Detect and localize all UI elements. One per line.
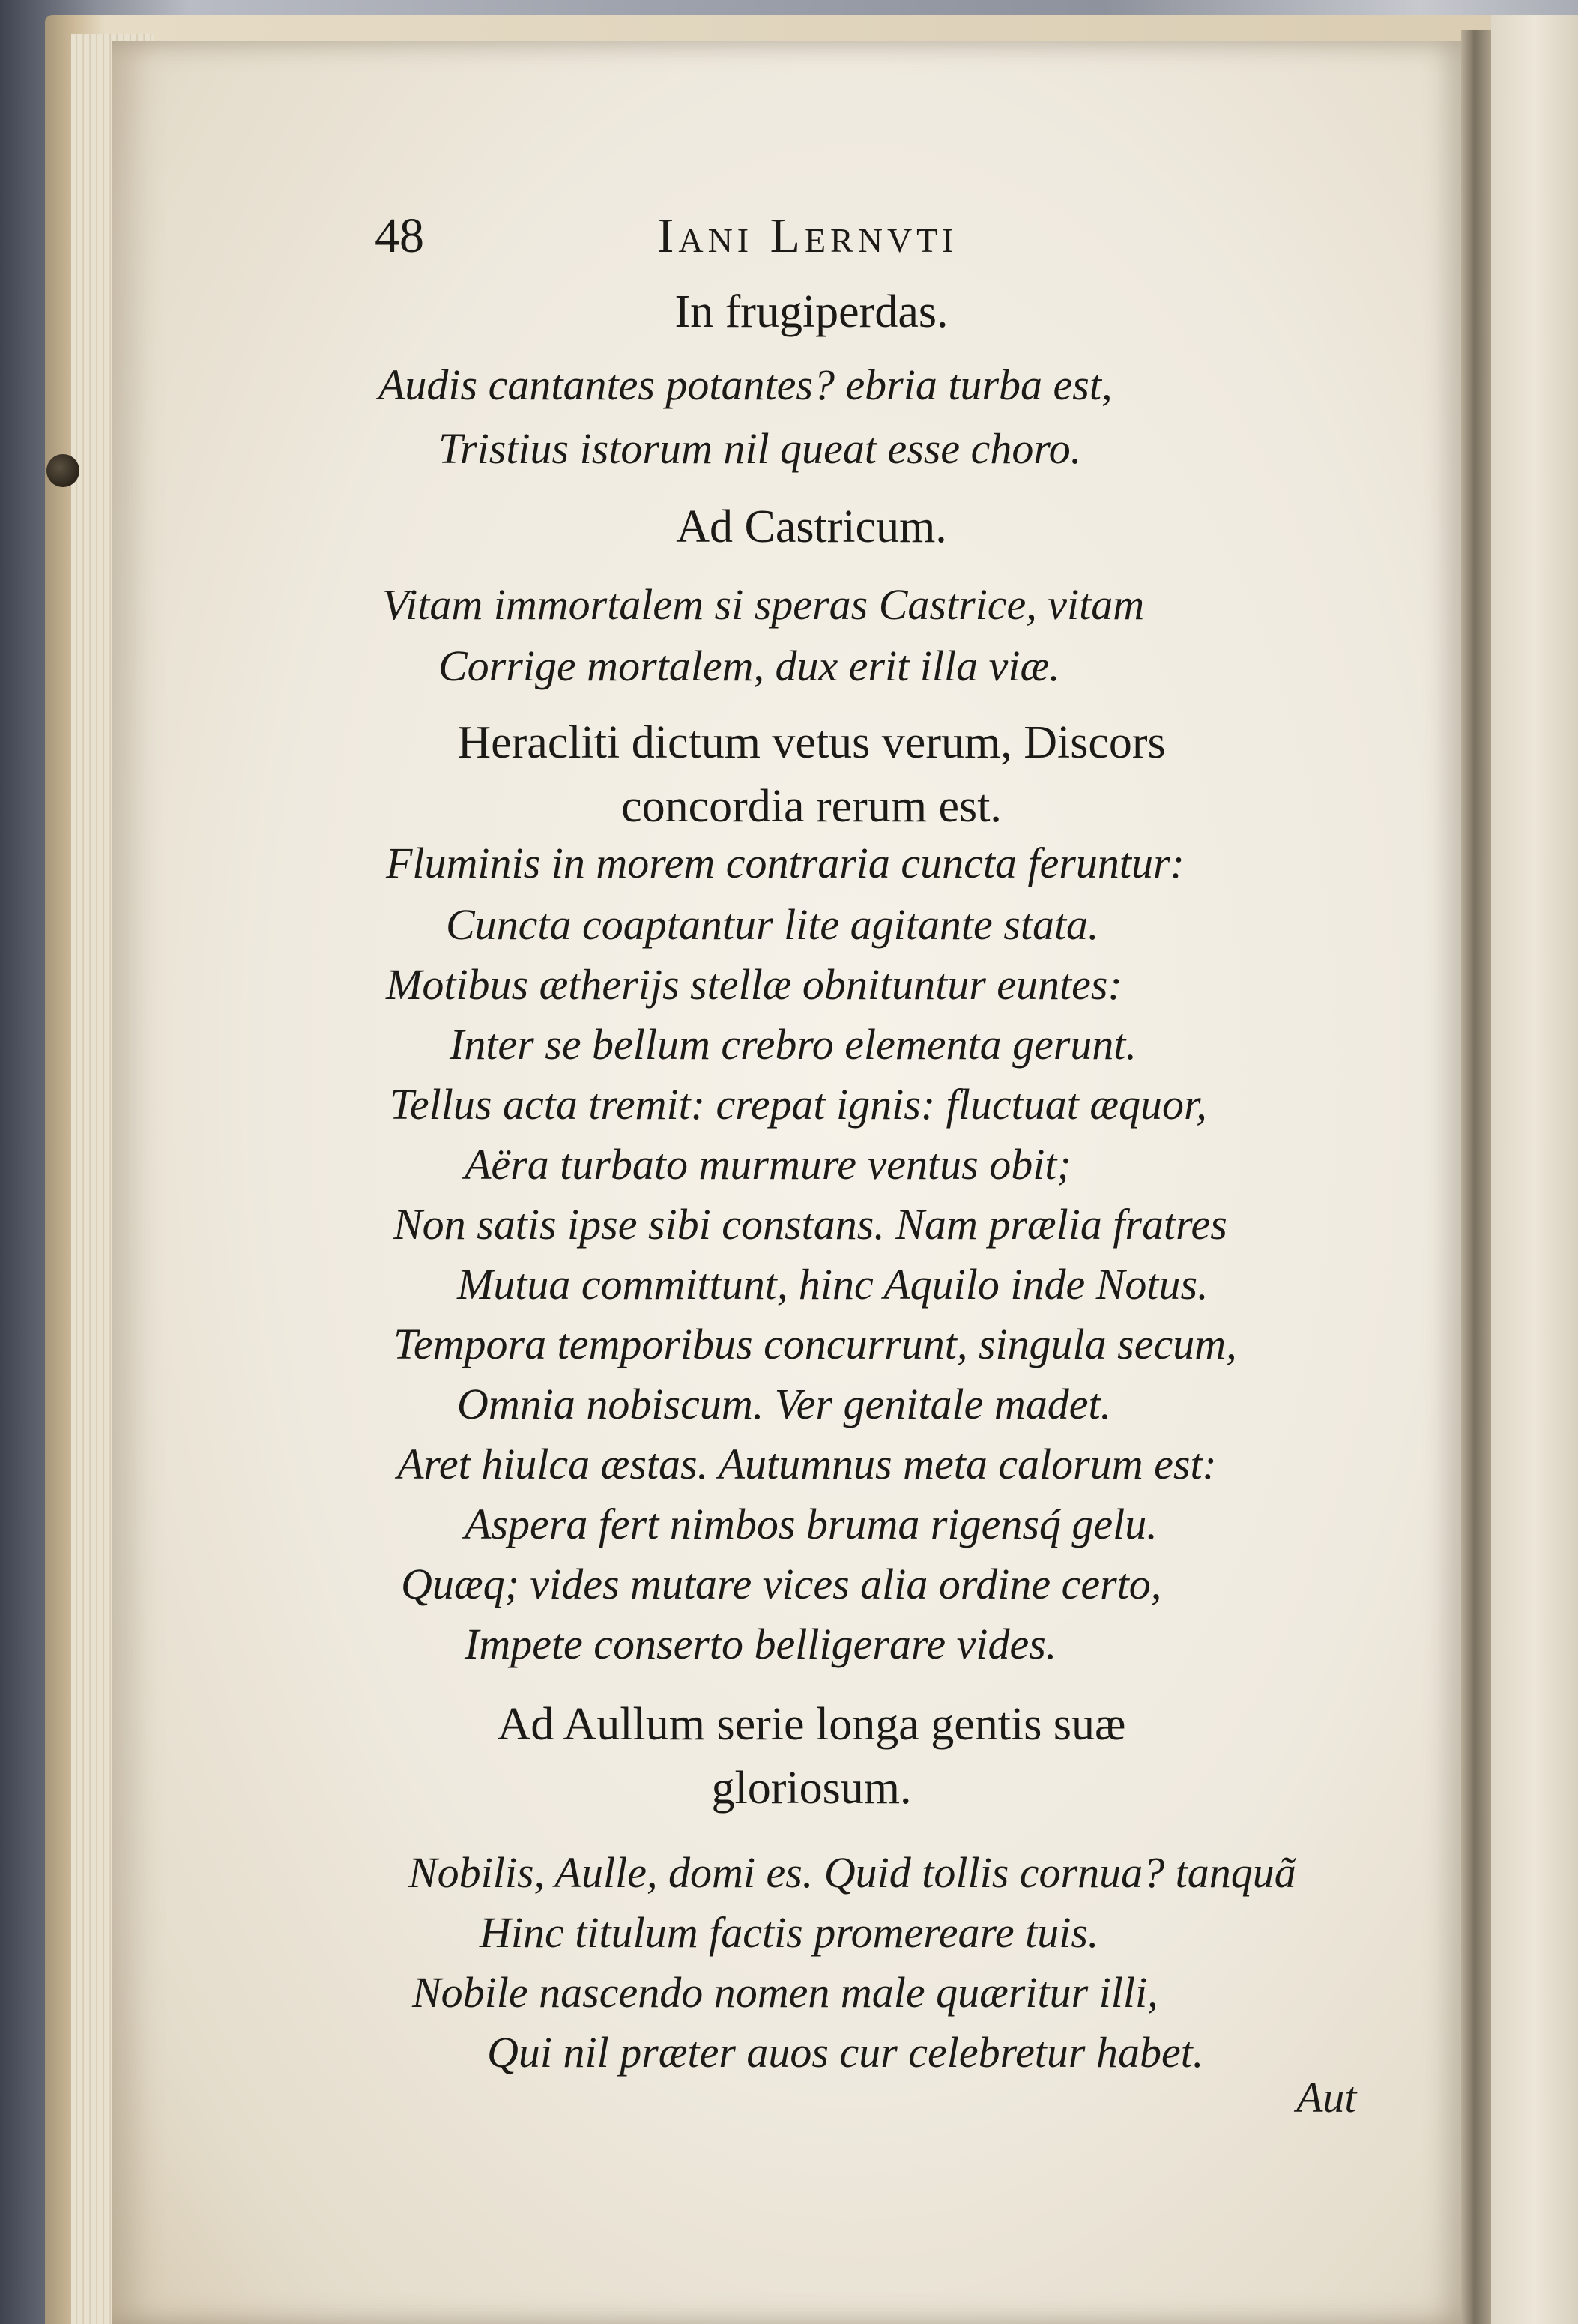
- verse-line: Cuncta coaptantur lite agitante stata.: [446, 900, 1099, 949]
- poem-title: concordia rerum est.: [621, 781, 1002, 832]
- verse-line: Fluminis in morem contraria cuncta feruntur:: [386, 839, 1185, 887]
- running-head: Iani Lernvti: [657, 208, 958, 263]
- page-number: 48: [375, 208, 424, 263]
- verse-line: Non satis ipse sibi constans. Nam prælia fratres: [393, 1200, 1227, 1249]
- poem-title: gloriosum.: [711, 1763, 912, 1814]
- verse-line: Quæq; vides mutare vices alia ordine certo,: [401, 1560, 1162, 1608]
- verse-line: Impete conserto belligerare vides.: [465, 1620, 1057, 1668]
- poem-title: In frugiperdas.: [674, 286, 949, 337]
- verse-line: Inter se bellum crebro elementa gerunt.: [450, 1020, 1137, 1069]
- verse-line: Motibus ætherijs stellæ obnituntur euntes:: [386, 960, 1122, 1009]
- verse-line: Corrige mortalem, dux erit illa viæ.: [438, 642, 1060, 690]
- verse-line: Aëra turbato murmure ventus obit;: [465, 1140, 1071, 1189]
- verse-line: Vitam immortalem si speras Castrice, vitam: [382, 580, 1145, 629]
- verse-line: Aret hiulca æstas. Autumnus meta calorum est:: [397, 1440, 1217, 1488]
- verse-line: Aspera fert nimbos bruma rigensq́ gelu.: [465, 1500, 1158, 1548]
- verse-line: Qui nil præter auos cur celebretur habet.: [487, 2028, 1204, 2077]
- verse-line: Tempora temporibus concurrunt, singula secum,: [393, 1320, 1237, 1368]
- verse-line: Tellus acta tremit: crepat ignis: fluctuat æquor,: [390, 1080, 1207, 1129]
- verse-line: Tristius istorum nil queat esse choro.: [438, 424, 1082, 473]
- poem-title: Ad Castricum.: [676, 501, 947, 552]
- catchword: Aut: [1296, 2073, 1357, 2122]
- verse-line: Audis cantantes potantes? ebria turba est,: [378, 360, 1113, 409]
- verse-line: Hinc titulum factis promereare tuis.: [480, 1908, 1099, 1957]
- poem-title: Heracliti dictum vetus verum, Discors: [457, 717, 1166, 768]
- verse-line: Omnia nobiscum. Ver genitale madet.: [457, 1380, 1112, 1428]
- poem-title: Ad Aullum serie longa gentis suæ: [497, 1699, 1126, 1750]
- verse-line: Nobilis, Aulle, domi es. Quid tollis cornua? tanquã: [408, 1848, 1296, 1897]
- verse-line: Mutua committunt, hinc Aquilo inde Notus.: [457, 1260, 1209, 1309]
- verse-line: Nobile nascendo nomen male quæritur illi,: [412, 1968, 1158, 2017]
